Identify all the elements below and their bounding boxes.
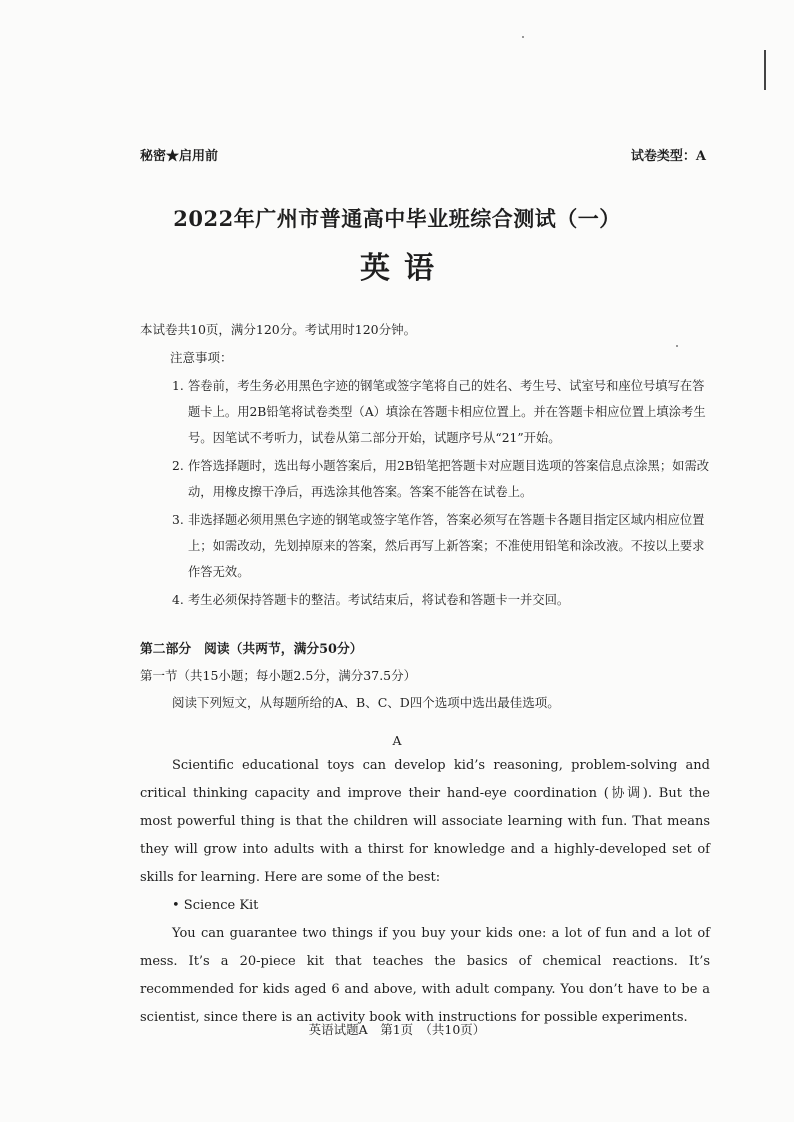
notice-number: 1.	[172, 379, 184, 393]
scan-edge-mark	[764, 50, 766, 90]
exam-intro: 本试卷共10页，满分120分。考试用时120分钟。	[140, 322, 417, 337]
notice-item	[172, 373, 712, 451]
notice-number: 2.	[172, 459, 184, 473]
part2-heading: 第二部分 阅读（共两节，满分50分）	[140, 642, 363, 657]
scan-speck	[522, 36, 524, 38]
notice-title: 注意事项：	[170, 350, 233, 365]
scan-speck	[676, 345, 678, 347]
passage-label: A	[392, 733, 402, 748]
passage-bullet-item: • Science Kit	[172, 898, 259, 913]
notice-text: 作答选择题时，选出每小题答案后，用2B铅笔把答题卡对应题目选项的答案信息点涂黑；如需改动，用橡皮擦干净后，再选涂其他答案。答案不能答在试卷上。	[188, 459, 710, 499]
notice-number: 3.	[172, 513, 184, 527]
subject-title: 英语	[360, 251, 448, 286]
section1-heading: 第一节（共15小题；每小题2.5分，满分37.5分）	[140, 668, 417, 683]
notice-item	[172, 507, 712, 585]
notice-number: 4.	[172, 593, 184, 607]
notice-item	[172, 453, 712, 505]
page-footer: 英语试题A 第1页 （共10页）	[308, 1022, 486, 1037]
reading-instruction: 阅读下列短文，从每题所给的A、B、C、D四个选项中选出最佳选项。	[172, 695, 560, 710]
reading-passage	[140, 752, 710, 1032]
paper-type: 试卷类型：A	[630, 149, 706, 164]
notice-text: 考生必须保持答题卡的整洁。考试结束后，将试卷和答题卡一并交回。	[188, 593, 570, 607]
notice-item	[172, 587, 712, 613]
passage-paragraph: You can guarantee two things if you buy your kids one: a lot of fun and a lot of mess. It’s a 20-piece kit that teaches the basics of chemical reactions. It’s recommended for kids aged 6 and above, with adult company. You don’t have to be a scientist, since there is an activity book with instructions for possible experiments.	[140, 926, 710, 1025]
exam-title: 2022年广州市普通高中毕业班综合测试（一）	[173, 206, 621, 231]
passage-paragraph: Scientific educational toys can develop kid’s reasoning, problem-solving and critical thinking capacity and improve their hand-eye coordination (协调). But the most powerful thing is that the children will associate learning with fun. That means they will grow into adults with a thirst for knowledge and a highly-developed set of skills for learning. Here are some of the best:	[140, 758, 710, 885]
notice-list	[172, 373, 712, 615]
notice-text: 答卷前，考生务必用黑色字迹的钢笔或签字笔将自己的姓名、考生号、试室号和座位号填写在答题卡上。用2B铅笔将试卷类型（A）填涂在答题卡相应位置上。并在答题卡相应位置上填涂考生号。因笔试不考听力，试卷从第二部分开始，试题序号从“21”开始。	[188, 379, 706, 445]
notice-text: 非选择题必须用黑色字迹的钢笔或签字笔作答，答案必须写在答题卡各题目指定区域内相应位置上；如需改动，先划掉原来的答案，然后再写上新答案；不准使用铅笔和涂改液。不按以上要求作答无效。	[188, 513, 705, 579]
secret-label: 秘密★启用前	[140, 149, 219, 164]
